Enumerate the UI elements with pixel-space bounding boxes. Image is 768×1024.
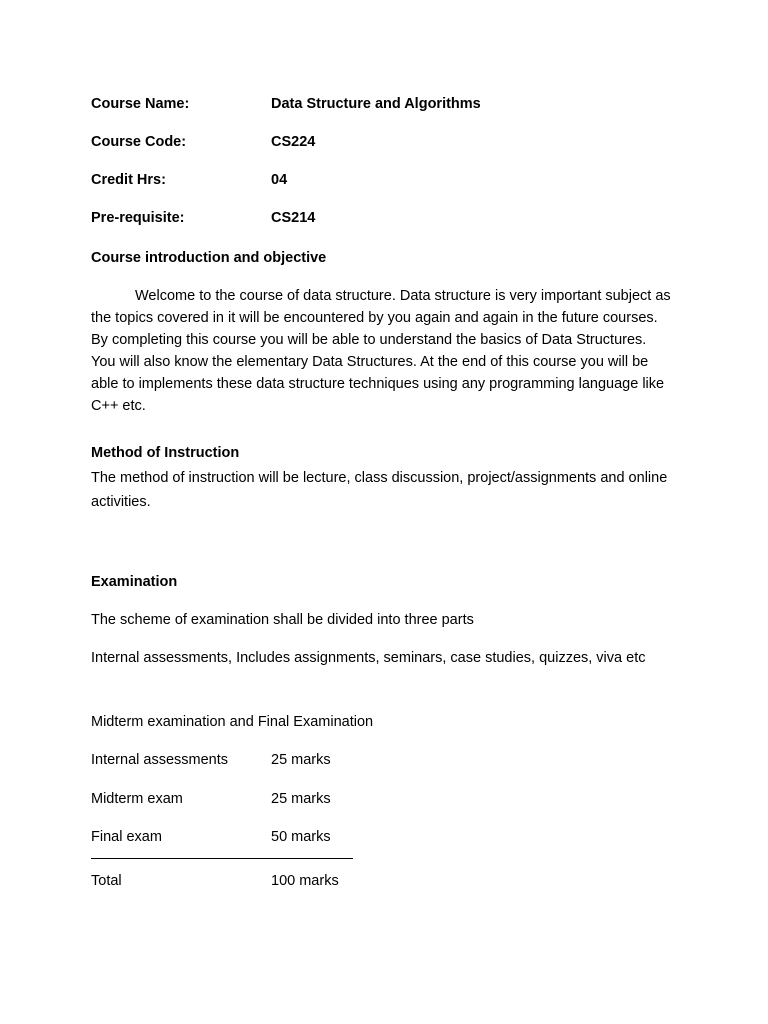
exam-scheme-text: The scheme of examination shall be divided into three parts (91, 612, 474, 628)
marks-value: 50 marks (271, 829, 331, 845)
course-name-label: Course Name: (91, 96, 190, 112)
marks-label: Final exam (91, 829, 162, 845)
document-page (91, 0, 681, 1024)
course-name-row (91, 95, 481, 113)
marks-label: Internal assessments (91, 752, 229, 768)
total-divider (91, 858, 353, 859)
course-code-label: Course Code: (91, 134, 187, 150)
prerequisite-label: Pre-requisite: (91, 210, 185, 226)
marks-row-final (91, 828, 331, 846)
marks-row-internal (91, 751, 331, 769)
intro-text: Welcome to the course of data structure. Data structure is very important subject as the topics covered in it will be encountered by you again and again in the future courses. By completing this course you will be able to understand the basics of Data Structures. You will also know the elementary Data Structures. At the end of this course you will be able to implements these data structure techniques using any programming language like C++ etc. (91, 288, 671, 414)
total-value: 100 marks (271, 873, 339, 889)
examination-heading: Examination (91, 574, 178, 590)
marks-value: 25 marks (271, 791, 331, 807)
marks-row-midterm (91, 790, 331, 808)
credit-hrs-value: 04 (271, 172, 288, 188)
credit-hrs-label: Credit Hrs: (91, 172, 166, 188)
marks-label: Midterm exam (91, 791, 183, 807)
intro-heading: Course introduction and objective (91, 250, 327, 266)
intro-paragraph (91, 285, 671, 417)
midterm-final-text: Midterm examination and Final Examination (91, 714, 374, 730)
prerequisite-value: CS214 (271, 210, 316, 226)
course-code-row (91, 133, 315, 151)
internal-assessment-text: Internal assessments, Includes assignments, seminars, case studies, quizzes, viva etc (91, 650, 646, 666)
prerequisite-row (91, 209, 315, 227)
total-label: Total (91, 873, 122, 889)
marks-value: 25 marks (271, 752, 331, 768)
course-code-value: CS224 (271, 134, 316, 150)
instruction-heading: Method of Instruction (91, 445, 240, 461)
instruction-text: The method of instruction will be lecture, class discussion, project/assignments and online activities. (91, 470, 668, 510)
course-name-value: Data Structure and Algorithms (271, 96, 481, 112)
marks-row-total (91, 872, 339, 890)
credit-hrs-row (91, 171, 287, 189)
